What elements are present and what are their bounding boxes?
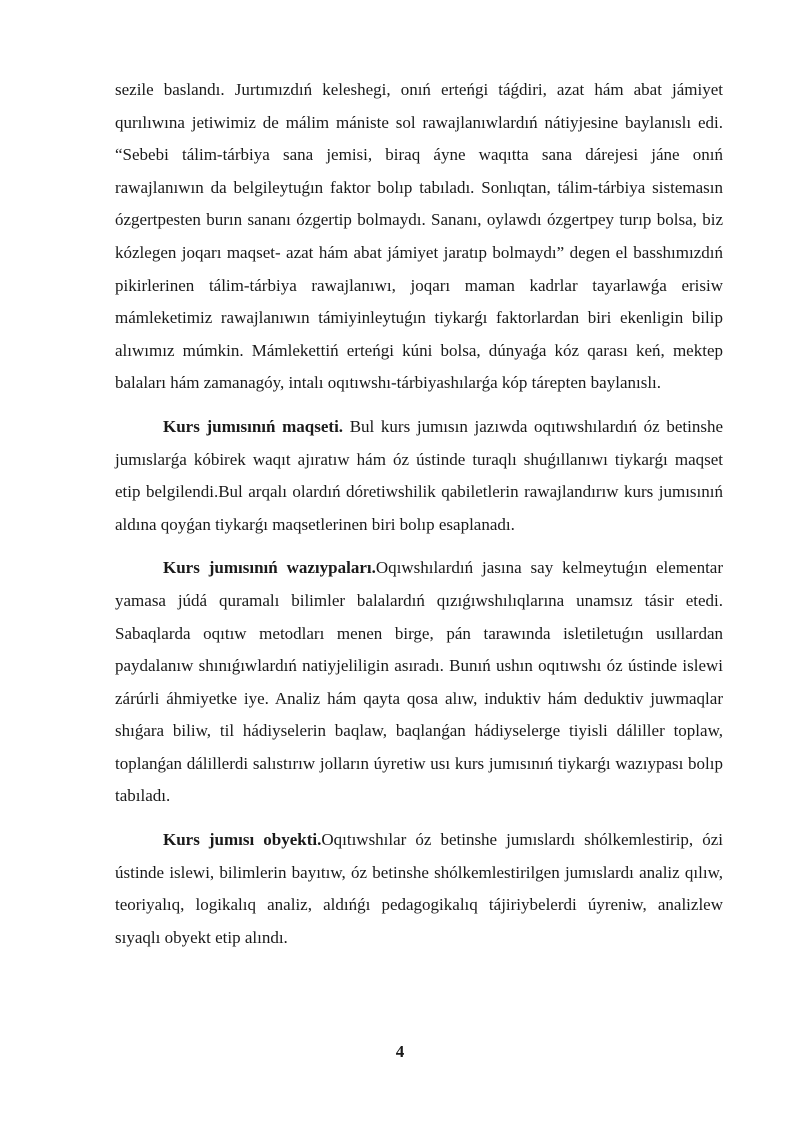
paragraph-object-text: Oqıtıwshılar óz betinshe jumıslardı shólkemlestirip, ózi ústinde islewi, bilimlerin bayıtıw, óz betinshe shólkemlestirilgen jumıslardı analiz qılıw, teoriyalıq, logikalıq analiz, aldıńǵı pedagogikalıq tájiriybelerdi úyreniw, analizlew sıyaqlı obyekt etip alındı. <box>115 830 723 947</box>
paragraph-intro <box>115 74 723 400</box>
paragraph-object <box>115 824 723 954</box>
heading-object: Kurs jumısı obyekti. <box>163 830 322 850</box>
paragraph-tasks <box>115 552 723 813</box>
document-page <box>115 74 723 954</box>
paragraph-goal-text: Bul kurs jumısın jazıwda oqıtıwshılardıń óz betinshe jumıslarǵa kóbirek waqıt ajıratıw hám óz ústinde turaqlı shuǵıllanıwı tiykarǵı maqset etip belgilendi.Bul arqalı olardıń dóretiwshilik qabiletlerin rawajlandırıw kurs jumısınıń aldına qoyǵan tiykarǵı maqsetlerinen biri bolıp esaplanadı. <box>115 416 723 534</box>
paragraph-tasks-text: Oqıwshılardıń jasına say kelmeytuǵın elementar yamasa júdá quramalı bilimler balalardıń qızıǵıwshılıqlarına unamsız tásir etedi. Sabaqlarda oqıtıw metodları menen birge, pán tarawında isletiletuǵın usıllardan paydalanıw shınıǵıwlardıń natiyjeliligin asıradı. Bunıń ushın oqıtıwshı óz ústinde islewi zárúrli áhmiyetke iye. Analiz hám qayta qosa alıw, induktiv hám deduktiv juwmaqlar shıǵara biliw, til hádiyselerin baqlaw, baqlanǵan hádiyselerge tiyisli dáliller toplaw, toplanǵan dálillerdi salıstırıw jolların úyretiw usı kurs jumısınıń tiykarǵı wazıypası bolıp tabıladı. <box>115 558 723 806</box>
paragraph-goal <box>115 411 723 541</box>
heading-tasks: Kurs jumısınıń wazıypaları. <box>163 558 376 578</box>
page-number: 4 <box>395 1042 405 1061</box>
heading-goal: Kurs jumısınıń maqseti. <box>163 416 344 436</box>
paragraph-intro-text: sezile baslandı. Jurtımızdıń keleshegi, onıń erteńgi táǵdiri, azat hám abat jámiyet qurılıwına jetiwimiz de málim mániste sol rawajlanıwlardıń nátiyjesine baylanıslı edi. “Sebebi tálim-tárbiya sana jemisi, biraq áyne waqıtta sana dárejesi jáne onıń rawajlanıwın da belgileytuǵın faktor bolıp tabıladı. Sonlıqtan, tálim-tárbiya sistemasın ózgertpesten burın sananı ózgertip bolmaydı. Sananı, oylawdı ózgertpey turıp bolsa, biz kózlegen joqarı maqset- azat hám abat jámiyet jaratıp bolmaydı” degen el basshımızdıń pikirlerinen tálim-tárbiya rawajlanıwı, joqarı maman kadrlar tayarlawǵa erisiw mámleketimiz rawajlanıwın támiyinleytuǵın tiykarǵı faktorlardan biri ekenligin bilip alıwımız múmkin. Mámlekettiń erteńgi kúni bolsa, dúnyaǵa kóz qarası keń, mektep balaları hám zamanagóy, intalı oqıtıwshı-tárbiyashılarǵa kóp tárepten baylanıslı. <box>115 80 723 393</box>
